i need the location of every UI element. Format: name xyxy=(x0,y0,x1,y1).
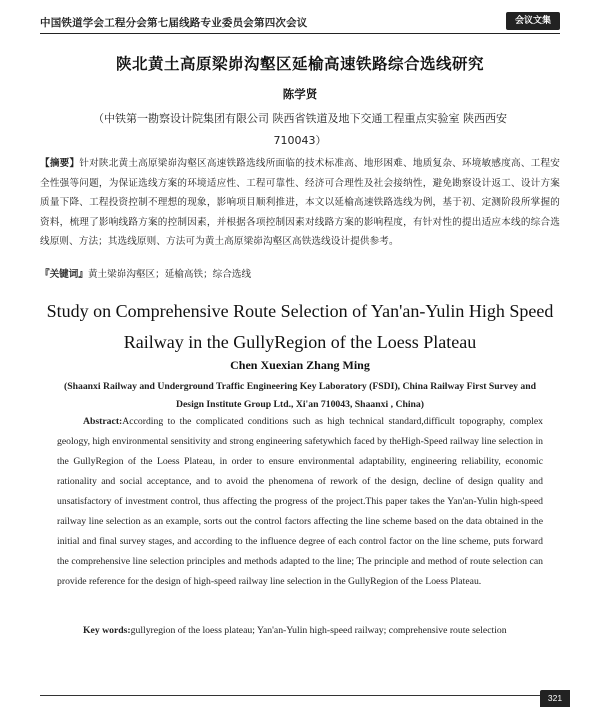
running-header-title: 中国铁道学会工程分会第七届线路专业委员会第四次会议 xyxy=(40,17,308,29)
abstract-en xyxy=(57,412,543,592)
keywords-zh xyxy=(40,266,560,284)
abstract-zh-text: 针对陕北黄土高原梁峁沟壑区高速铁路选线所面临的技术标准高、地形困难、地质复杂、环境敏感度高、工程安全性强等问题，为保证选线方案的环境适应性、工程可靠性、经济可合理性及社会接纳性，避免勘察设计返工、设计方案质量下降、工程投资控制不理想的现象，影响项目顺利推进，本文以延榆高速铁路选线为例，基于初、定测阶段所掌握的资料，梳理了影响线路方案的控制因素，并根据各项控制因素对线路方案的影响程度，有针对性的提出适应本线的综合选线原则、方法；其选线原则、方法可为黄土高原梁峁沟壑区高铁选线设计提供参考。 xyxy=(40,158,560,248)
affiliation-en: (Shaanxi Railway and Underground Traffic Engineering Key Laboratory (FSDI), China Railway First Survey and Design Institute Group Ltd., Xi'an 710043, Shaanxi , China) xyxy=(63,381,537,410)
keywords-en-label: Key words: xyxy=(83,625,131,636)
author-zh: 陈学贤 xyxy=(282,87,318,101)
affiliation-zh: （中铁第一勘察设计院集团有限公司 陕西省铁道及地下交通工程重点实验室 陕西西安 710043） xyxy=(93,112,507,147)
abstract-en-text: According to the complicated conditions such as high technical standard,difficult topography, complex geology, high environmental sensitivity and strong engineering safetywhich faced by theHigh-Speed railway line selection in the GullyRegion of the Loess Plateau, in order to ensure environmental adaptability, engineering reliability, economic rationality and social acceptance, and to avoid the phenomena of rework of the design, decline of design quality and unsatisfactory of investment control, thus affecting the progress of the project.This paper takes the Yan'an-Yulin high-speed railway line selection as an example, sorts out the control factors affecting the line scheme based on the data obtained in the initial and final survey stages, and according to the influence degree of each control factor on the line scheme, puts forward the comprehensive line selection principles and methods adapted to the line; The principle and method of route selection can provide reference for the design of high-speed railway line selection in the GullyRegion of the Loess Plateau. xyxy=(57,416,543,587)
page-number: 321 xyxy=(540,690,570,707)
keywords-zh-label: 『关键词』 xyxy=(40,269,88,280)
paper-title-en: Study on Comprehensive Route Selection of Yan'an-Yulin High Speed Railway in the GullyRegion of the Loess Plateau xyxy=(46,301,554,352)
header-divider xyxy=(40,33,560,34)
keywords-en xyxy=(57,621,543,641)
abstract-zh-label: 【摘要】 xyxy=(40,158,80,169)
authors-en: Chen Xuexian Zhang Ming xyxy=(230,358,370,372)
abstract-en-label: Abstract: xyxy=(83,416,123,427)
footer-divider xyxy=(40,695,545,696)
running-header xyxy=(40,12,560,34)
keywords-zh-text: 黄土梁峁沟壑区；延榆高铁；综合选线 xyxy=(87,269,252,280)
paper-title-zh: 陕北黄土高原梁峁沟壑区延榆高速铁路综合选线研究 xyxy=(115,55,484,73)
proceedings-logo: 会议文集 xyxy=(506,12,560,30)
abstract-zh xyxy=(40,154,560,252)
keywords-en-text: gullyregion of the loess plateau; Yan'an-Yulin high-speed railway; comprehensive route selection xyxy=(130,625,507,636)
